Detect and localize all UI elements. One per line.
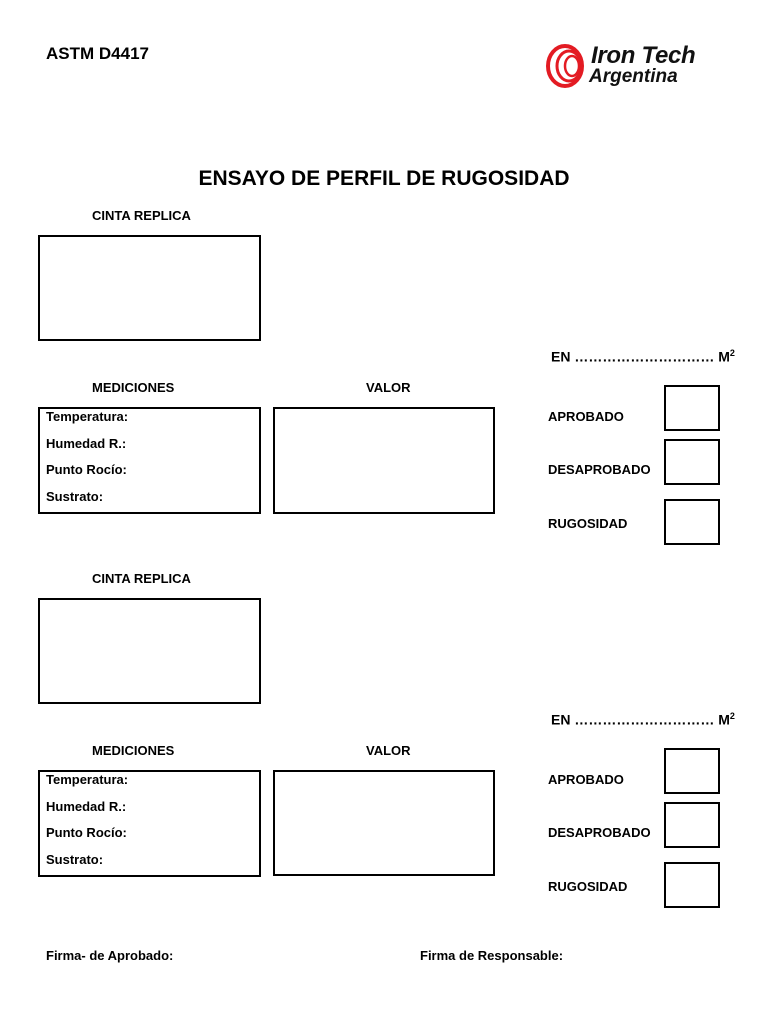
measurement-punto-rocio: Punto Rocío:	[46, 462, 127, 477]
measurement-humedad: Humedad R.:	[46, 799, 127, 814]
logo-line-1: Iron Tech	[591, 42, 696, 69]
aprobado-checkbox[interactable]	[664, 385, 720, 431]
cinta-replica-box[interactable]	[38, 235, 261, 341]
area-prefix: EN ………………………… M	[551, 711, 730, 728]
page-title: ENSAYO DE PERFIL DE RUGOSIDAD	[198, 167, 570, 190]
cinta-replica-label: CINTA REPLICA	[92, 571, 191, 586]
desaprobado-label: DESAPROBADO	[548, 462, 651, 477]
area-prefix: EN ………………………… M	[551, 348, 730, 365]
mediciones-label: MEDICIONES	[92, 380, 175, 395]
measurement-sustrato: Sustrato:	[46, 489, 104, 504]
aprobado-label: APROBADO	[548, 409, 624, 424]
area-line	[551, 348, 735, 365]
standard-code: ASTM D4417	[46, 44, 149, 63]
cinta-replica-box[interactable]	[38, 598, 261, 704]
rugosidad-checkbox[interactable]	[664, 862, 720, 908]
measurement-humedad: Humedad R.:	[46, 436, 127, 451]
firma-responsable-label: Firma de Responsable:	[420, 948, 564, 963]
cinta-replica-label: CINTA REPLICA	[92, 208, 191, 223]
valor-box[interactable]	[273, 770, 495, 876]
desaprobado-label: DESAPROBADO	[548, 825, 651, 840]
valor-label: VALOR	[366, 743, 411, 758]
mediciones-box	[38, 770, 261, 877]
logo-rings-icon	[545, 42, 589, 90]
mediciones-label: MEDICIONES	[92, 743, 175, 758]
rugosidad-label: RUGOSIDAD	[548, 516, 628, 531]
firma-aprobado-label: Firma- de Aprobado:	[46, 948, 174, 963]
mediciones-box	[38, 407, 261, 514]
measurement-sustrato: Sustrato:	[46, 852, 104, 867]
area-line	[551, 711, 735, 728]
measurement-temperatura: Temperatura:	[46, 772, 129, 787]
rugosidad-checkbox[interactable]	[664, 499, 720, 545]
valor-box[interactable]	[273, 407, 495, 514]
aprobado-label: APROBADO	[548, 772, 624, 787]
desaprobado-checkbox[interactable]	[664, 802, 720, 848]
company-logo	[545, 42, 725, 92]
aprobado-checkbox[interactable]	[664, 748, 720, 794]
valor-label: VALOR	[366, 380, 411, 395]
measurement-punto-rocio: Punto Rocío:	[46, 825, 127, 840]
logo-line-2: Argentina	[589, 66, 678, 87]
measurement-temperatura: Temperatura:	[46, 409, 129, 424]
desaprobado-checkbox[interactable]	[664, 439, 720, 485]
area-sup: 2	[729, 348, 735, 358]
rugosidad-label: RUGOSIDAD	[548, 879, 628, 894]
area-sup: 2	[729, 711, 735, 721]
